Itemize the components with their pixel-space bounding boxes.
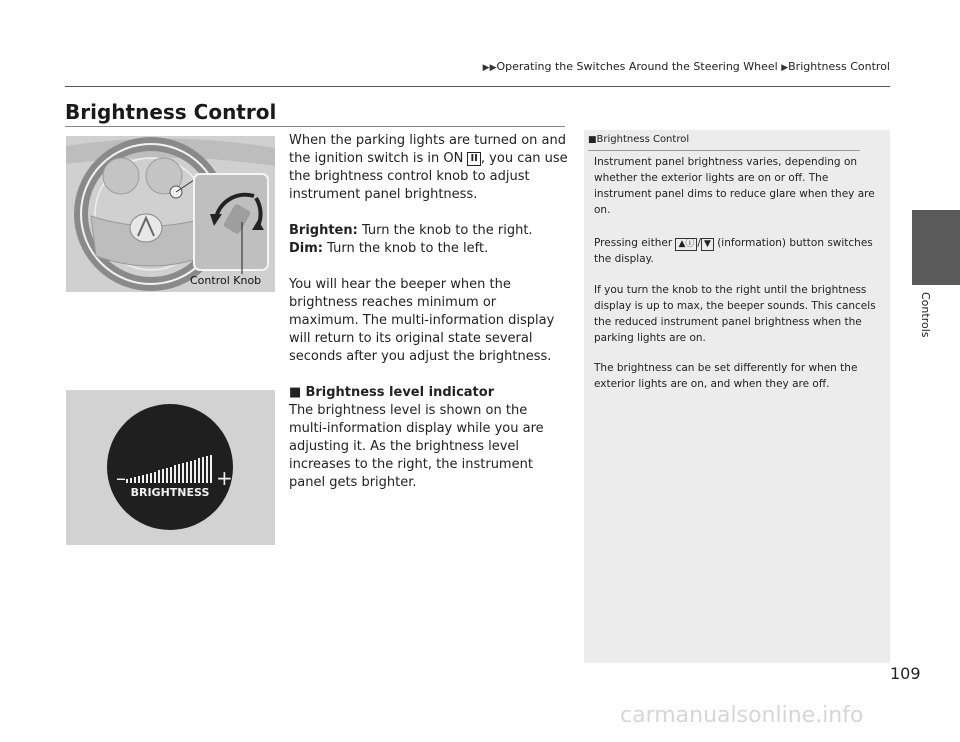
breadcrumb-section[interactable]: Operating the Switches Around the Steering Wheel — [496, 60, 778, 73]
brightness-indicator-illustration — [66, 390, 275, 545]
square-bullet-icon: ■ — [289, 385, 302, 400]
brighten-text: Turn the knob to the right. — [357, 223, 533, 238]
level-heading-text: Brightness level indicator — [305, 385, 495, 400]
info-down-icon: ▼ — [701, 238, 714, 251]
level-heading — [289, 384, 569, 402]
brighten-label: Brighten: — [289, 223, 358, 238]
dim-text: Turn the knob to the left. — [323, 241, 489, 256]
title-divider — [65, 126, 565, 127]
info-up-icon: ▲ⓘ — [675, 238, 697, 251]
arrow-icon: ▶ — [781, 63, 789, 73]
brighten-instruction — [289, 222, 569, 240]
control-knob-label: Control Knob — [190, 274, 262, 287]
note-paragraph-4: The brightness can be set differently for when the exterior lights are on, and when they are off. — [594, 362, 858, 390]
page-number: 109 — [890, 664, 921, 683]
steering-wheel-drawing — [66, 136, 275, 292]
breadcrumb-page[interactable]: Brightness Control — [788, 60, 890, 73]
intro-paragraph — [289, 132, 569, 204]
ignition-position-icon: II — [467, 152, 480, 166]
brightness-gauge-label: BRIGHTNESS — [130, 486, 210, 499]
chapter-tab[interactable] — [912, 210, 960, 285]
dim-instruction — [289, 240, 569, 258]
note-paragraph-1: Instrument panel brightness varies, depending on whether the exterior lights are on or off. The instrument panel dims to reduce glare when they are on. — [594, 156, 875, 216]
note-marker-icon: ■ — [588, 135, 597, 145]
breadcrumb — [480, 60, 890, 78]
header-divider — [65, 86, 890, 87]
note-divider — [588, 150, 860, 151]
note-heading-text: Brightness Control — [596, 134, 690, 145]
brightness-plus-sign: + — [216, 466, 233, 490]
steering-wheel-illustration — [66, 136, 275, 292]
page-title: Brightness Control — [65, 100, 277, 124]
level-paragraph: The brightness level is shown on the multi-information display while you are adjusting it. As the brightness level increases to the right, the instrument panel gets brighter. — [289, 403, 544, 490]
note-p2-text-2: (information) button switches the display. — [594, 237, 873, 265]
watermark: carmanualsonline.info — [620, 703, 864, 728]
beeper-paragraph: You will hear the beeper when the brightness reaches minimum or maximum. The multi-information display will return to its original state several seconds after you adjust the brightness. — [289, 277, 555, 364]
brightness-minus-sign: – — [116, 466, 126, 490]
double-arrow-icon: ▶▶ — [482, 63, 497, 73]
note-heading — [588, 134, 689, 145]
brightness-gauge-drawing — [66, 390, 275, 545]
note-paragraph-2: Pressing either ▲ⓘ / ▼ (information) button switches the display. — [594, 237, 873, 265]
intro-text-2: , you can use the brightness control knob to adjust instrument panel brightness. — [289, 151, 568, 202]
dim-label: Dim: — [289, 241, 323, 256]
note-paragraph-3: If you turn the knob to the right until the brightness display is up to max, the beeper sounds. This cancels the reduced instrument panel brightness when the parking lights are on. — [594, 284, 876, 344]
chapter-tab-label: Controls — [919, 292, 932, 338]
note-p2-text-1: Pressing either — [594, 237, 676, 249]
intro-text-1: When the parking lights are turned on and the ignition switch is in ON — [289, 133, 566, 166]
